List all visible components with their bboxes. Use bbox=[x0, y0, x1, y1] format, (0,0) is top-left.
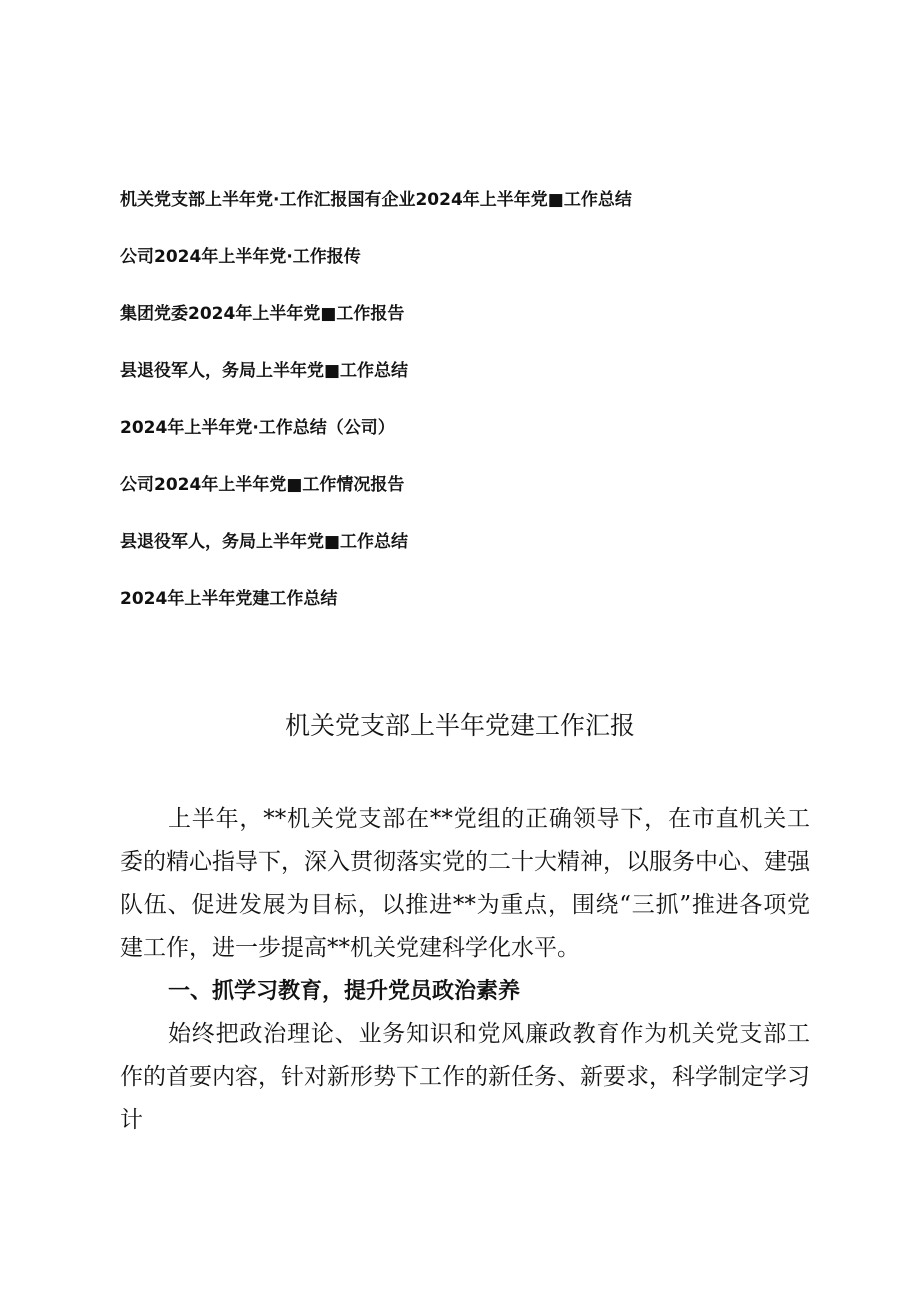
toc-item: 县退役军人，务局上半年党■工作总结 bbox=[120, 532, 409, 552]
document-body bbox=[120, 798, 810, 1142]
toc-item: 公司2024年上半年党■工作情况报告 bbox=[120, 475, 405, 495]
toc-item: 集团党委2024年上半年党■工作报告 bbox=[120, 304, 405, 324]
intro-paragraph: 上半年，**机关党支部在**党组的正确领导下，在市直机关工委的精心指导下，深入贯彻落实党的二十大精神，以服务中心、建强队伍、促进发展为目标，以推进**为重点，围绕“三抓”推进各项党建工作，进一步提高**机关党建科学化水平。 bbox=[120, 806, 810, 961]
toc-item: 2024年上半年党·工作总结（公司） bbox=[120, 418, 395, 438]
toc-item: 机关党支部上半年党·工作汇报国有企业2024年上半年党■工作总结 bbox=[120, 190, 632, 210]
toc-item: 2024年上半年党建工作总结 bbox=[120, 589, 338, 609]
section-heading: 一、抓学习教育，提升党员政治素养 bbox=[168, 979, 521, 1004]
table-of-contents bbox=[120, 188, 820, 644]
document-title: 机关党支部上半年党建工作汇报 bbox=[284, 711, 635, 740]
section-paragraph: 始终把政治理论、业务知识和党风廉政教育作为机关党支部工作的首要内容，针对新形势下工作的新任务、新要求，科学制定学习计 bbox=[120, 1021, 810, 1133]
toc-item: 公司2024年上半年党·工作报传 bbox=[120, 247, 361, 267]
toc-item: 县退役军人，务局上半年党■工作总结 bbox=[120, 361, 409, 381]
